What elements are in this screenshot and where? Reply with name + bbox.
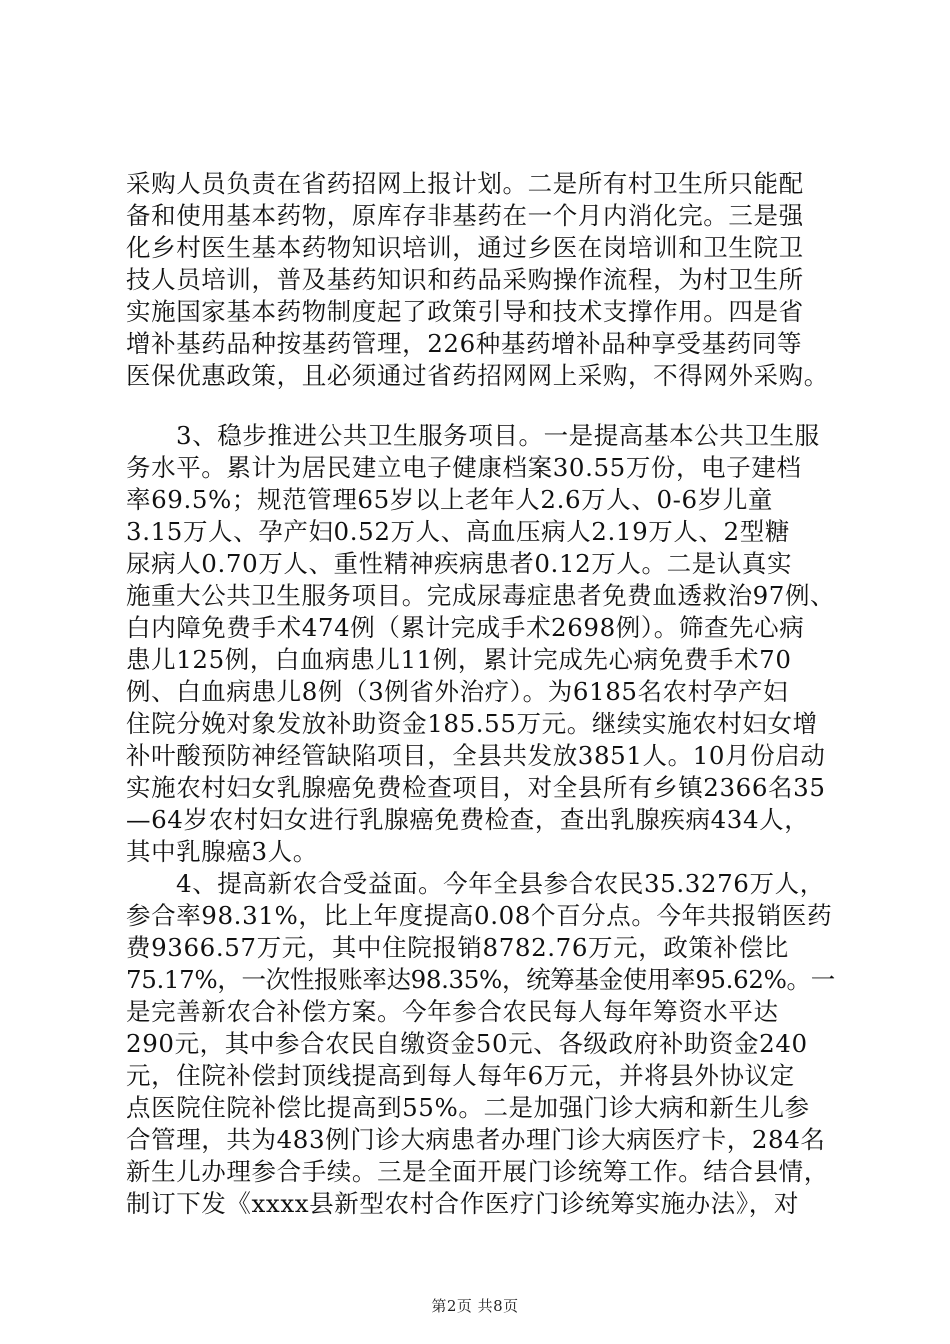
text-line: 尿病人0.70万人、重性精神疾病患者0.12万人。二是认真实 [126, 549, 793, 578]
text-line: 是完善新农合补偿方案。今年参合农民每人每年筹资水平达 [126, 997, 779, 1026]
text-line: 290元，其中参合农民自缴资金50元、各级政府补助资金240 [126, 1029, 808, 1058]
text-line: 实施农村妇女乳腺癌免费检查项目，对全县所有乡镇2366名35 [126, 773, 826, 802]
text-line: 参合率98.31%，比上年度提高0.08个百分点。今年共报销医药 [126, 901, 833, 930]
text-line: 白内障免费手术474例（累计完成手术2698例）。筛查先心病 [126, 613, 805, 642]
text-line: 点医院住院补偿比提高到55%。二是加强门诊大病和新生儿参 [126, 1093, 810, 1122]
text-line: 实施国家基本药物制度起了政策引导和技术支撑作用。四是省 [126, 297, 804, 326]
text-line: 住院分娩对象发放补助资金185.55万元。继续实施农村妇女增 [126, 709, 818, 738]
text-line: 采购人员负责在省药招网上报计划。二是所有村卫生所只能配 [126, 169, 804, 198]
page-number-footer: 第2页 共8页 [431, 1297, 519, 1315]
text-line: 75.17%，一次性报账率达98.35%，统筹基金使用率95.62%。一 [126, 965, 835, 994]
text-line: 施重大公共卫生服务项目。完成尿毒症患者免费血透救治97例、 [126, 581, 836, 610]
text-line: 补叶酸预防神经管缺陷项目，全县共发放3851人。10月份启动 [126, 741, 826, 770]
text-line: 制订下发《xxxx县新型农村合作医疗门诊统筹实施办法》，对 [126, 1189, 799, 1218]
text-line: 率69.5%；规范管理65岁以上老年人2.6万人、0-6岁儿童 [126, 485, 774, 514]
text-line: 4、提高新农合受益面。今年全县参合农民35.3276万人， [176, 869, 825, 898]
text-line: 务水平。累计为居民建立电子健康档案30.55万份，电子建档 [126, 453, 802, 482]
text-line: 医保优惠政策，且必须通过省药招网网上采购，不得网外采购。 [126, 361, 829, 390]
text-line: 增补基药品种按基药管理，226种基药增补品种享受基药同等 [126, 329, 803, 358]
text-line: 化乡村医生基本药物知识培训，通过乡医在岗培训和卫生院卫 [126, 233, 804, 262]
text-line: 备和使用基本药物，原库存非基药在一个月内消化完。三是强 [126, 201, 804, 230]
text-line: 合管理，共为483例门诊大病患者办理门诊大病医疗卡，284名 [126, 1125, 826, 1154]
text-line: 费9366.57万元，其中住院报销8782.76万元，政策补偿比 [126, 933, 789, 962]
text-line: 技人员培训，普及基药知识和药品采购操作流程，为村卫生所 [126, 265, 804, 294]
text-line: 新生儿办理参合手续。三是全面开展门诊统筹工作。结合县情， [126, 1157, 829, 1186]
text-line: 元，住院补偿封顶线提高到每人每年6万元，并将县外协议定 [126, 1061, 795, 1090]
text-line: 3、稳步推进公共卫生服务项目。一是提高基本公共卫生服 [176, 421, 820, 450]
text-line: 患儿125例，白血病患儿11例，累计完成先心病免费手术70 [126, 645, 792, 674]
text-line: 例、白血病患儿8例（3例省外治疗）。为6185名农村孕产妇 [126, 677, 789, 706]
text-line: 其中乳腺癌3人。 [126, 837, 318, 866]
text-line: —64岁农村妇女进行乳腺癌免费检查，查出乳腺疾病434人， [126, 805, 810, 834]
text-line: 3.15万人、孕产妇0.52万人、高血压病人2.19万人、2型糖 [126, 517, 790, 546]
